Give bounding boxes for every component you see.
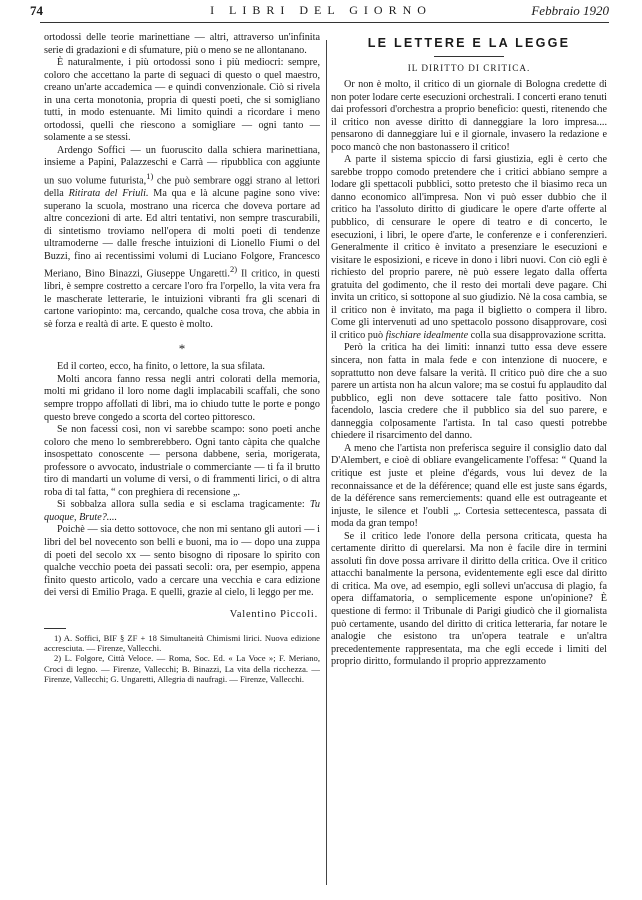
paragraph: Se non facessi così, non vi sarebbe scampo: sono poeti anche coloro che meno lo sembrerebbero. Ogni tanto càpita che qualche insospettato conoscente — persona dabbene, seria, morigerata, professore o avvocato, industriale o commerciante — ti fa il brutto tiro di mandarti un volume di versi, o di frammenti lirici, o di altra roba di tal fatta, “ con preghiera di recensione „. bbox=[44, 424, 320, 498]
footnote-ref: 1) bbox=[146, 171, 154, 182]
footnote-ref: 2) bbox=[229, 264, 238, 275]
article-title: IL DIRITTO DI CRITICA. bbox=[407, 63, 531, 73]
paragraph-text: A parte il sistema spiccio di farsi giustizia, egli è certo che sarebbe troppo comodo pretendere che i critici abbiano sempre a lodare gli spettacoli pubblici, sotto pretesto che il biasimo reca un danno economico all'impresa. Non vi può esser dubbio che il critico ha l'assoluto diritto di giudicare le opere d'arte offerte al pubblico, di censurare le opere di teatro e di concerto, le esecuzioni, i libri, le opere d'arte, le conferenze e i conferenzieri. Generalmente il critico è invitato a presenziare le esecuzioni e visitare le esposizioni, e riceve in dono i libri nuovi. Con ciò egli è richiesto del proprio parere, nè può essere legato dalla offerta gratuita del godimento, che il resto dei mortali deve pagare. Chi invita un critico, si sottopone al suo giudizio. Nè la cosa cambia, se il critico non è invitato, ma paga il biglietto o compera il libro. Come gli intervenuti ad uno spettacolo possono disapprovare, così il critico può bbox=[331, 154, 607, 341]
footnote-divider bbox=[44, 628, 66, 629]
paragraph: Se il critico lede l'onore della persona criticata, questa ha certamente diritto di querelarsi. Ma non è facile dire in termini assoluti fin dove possa arrivare il diritto della critica. Ove il critico attacchi banalmente la persona, evidentemente egli esce dal diritto di critica. Ma ove, ad esempio, egli sollevi un'accusa di plagio, fa opera diffamatoria, o semplicemente espone un'opinione? È questione di fermo: il Tribunale di Parigi giudicò che il giornalista può certamente, usando del diritto di critica letteraria, far notare le analogie che esistono tra un'opera teatrale e un'altra precedentemente rappresentata, ma che egli eccede i limiti del proprio diritto, formulando il proprio apprezzamento bbox=[331, 530, 607, 668]
running-title: I LIBRI DEL GIORNO bbox=[210, 3, 432, 17]
running-head bbox=[0, 0, 642, 24]
issue-date: Febbraio 1920 bbox=[531, 3, 609, 18]
quoted-exclamation: Tu quoque, Brute?.... bbox=[44, 499, 320, 523]
paragraph: Però la critica ha dei limiti: innanzi tutto essa deve essere sincera, non fatta in mala fede e con intenzione di nuocere, e soprattutto non deve falsare la verità. Il critico può dire che a suo parere un artista non ha alcun valore; ma se costui fu applaudito dal pubblico, egli non deve sottacere tale fatto positivo. Non facendolo, lascia credere che il pubblico sia del suo parere, e danneggia colposamente l'artista. In tal caso questi potrebbe chiedere il risarcimento del danno. bbox=[331, 342, 607, 442]
paragraph-text: Si sobbalza allora sulla sedia e si esclama tragicamente: bbox=[57, 499, 305, 511]
paragraph-text: Il critico, in questi libri, è sempre costretto a cercare l'oro fra l'orpello, la vita vera fra le mascherate letterarie, le intuizioni vibranti fra gli scenari di cartone variopinto: ma, cercando, qualche cosa trova, che abbia in sè forza e realtà di arte. E questo è molto. bbox=[44, 268, 320, 330]
footnote: 1) A. Soffici, BIF § ZF + 18 Simultaneità Chimismi lirici. Nuova edizione accresciuta. — Firenze, Vallecchi. bbox=[44, 632, 320, 654]
paragraph bbox=[331, 154, 607, 342]
italic-phrase: fischiare idealmente bbox=[385, 329, 469, 341]
title-rule bbox=[434, 56, 504, 57]
paragraph: A meno che l'artista non preferisca seguire il consiglio dato dal D'Alembert, e cioè di obliare evangelicamente l'offesa: “ Quand la critique est juste et pleine d'égards, vous lui devez de la reconnaissance et de la déférence; quand elle est juste sans égards, de la déférence sans remerciements: quand elle est outrageante et injuste, le silence et l'oubli „. Cortesia settecentesca, passata di moda da gran tempo! bbox=[331, 442, 607, 530]
paragraph-text: Ardengo Soffici — un fuoruscito dalla schiera marinettiana, insieme a Papini, Palazzeschi e Carrà — ripubblica con aggiunte un suo volume futurista, bbox=[44, 144, 320, 187]
right-column bbox=[331, 32, 607, 892]
page-number: 74 bbox=[30, 3, 43, 18]
section-separator: * bbox=[178, 341, 186, 357]
italic-book-title: Ritirata del Friuli. bbox=[68, 187, 149, 199]
paragraph: È naturalmente, i più ortodossi sono i più mediocri: sempre, coloro che accettano la parte di seguaci di questo o quel maestro, creano un'arte accademica — e quindi convenzionale. Ciò si rivela in una certa monotonia, propria di questi poeti, che si somigliano tutti, in modo estenuante. Mi limito quindi a ricordare i meno ortodossi, quelli che riescono a somigliare — ogni tanto — solamente a se stessi. bbox=[44, 57, 320, 144]
paragraph bbox=[44, 499, 320, 524]
paragraph: Molti ancora fanno ressa negli antri colorati della memoria, molti mi gridano il loro nome dagli implacabili scaffali, che sono sempre troppo affollati di libri, ma io chiudo tutte le porte e pongo questo breve congedo a scorta del corteo pittoresco. bbox=[44, 373, 320, 423]
paragraph-text: colla sua disapprovazione scritta. bbox=[470, 329, 606, 341]
left-column bbox=[44, 32, 320, 892]
paragraph: ortodossi delle teorie marinettiane — altri, attraverso un'infinita serie di gradazioni e di sfumature, più o meno se ne allontanano. bbox=[44, 32, 320, 56]
header-rule bbox=[40, 22, 609, 23]
footnote: 2) L. Folgore, Città Veloce. — Roma, Soc. Ed. « La Voce »; F. Meriano, Croci di legno. — Firenze, Vallecchi; B. Binazzi, La vita della ricchezza. — Firenze, Vallecchi; G. Ungaretti, Allegria di naufragi. — Firenze, Vallecchi. bbox=[44, 653, 320, 684]
paragraph-soffici bbox=[44, 145, 320, 331]
section-title: LE LETTERE E LA LEGGE bbox=[367, 36, 571, 50]
paragraph-text: Ma qua e là alcune pagine sono vive: superano la scuola, mostrano una ricerca che doveva portare ad altre concezioni di arte. Ed altri tentativi, non sempre trascurabili, di sintetismo troviamo nell'opera di molti poeti di tendenze ultramoderne — dalle fresche intuizioni di Lionello Fiumi o del Buzzi, fino ai recentissimi volumi di Luciano Folgore, Francesco Meriano, Bino Binazzi, Giuseppe Ungaretti. bbox=[44, 187, 320, 280]
paragraph: Poichè — sia detto sottovoce, che non mi sentano gli autori — i libri del bel novecento son belli e buoni, ma io — dopo una zuppa di poeti del secolo xx — sento bisogno di riposare lo spirito con qualche vecchio poeta dei passati secoli: ora, per esempio, appena finito questo articolo, vado a cercare una vecchia e cara edizione dei versi di Emilio Praga. E quelli, grazie al cielo, li leggo per me. bbox=[44, 524, 320, 599]
column-divider bbox=[326, 40, 327, 885]
article-signature: Valentino Piccoli. bbox=[229, 608, 318, 620]
paragraph-text: che può sembrare oggi strano al lettori della bbox=[44, 175, 320, 199]
paragraph: Or non è molto, il critico di un giornale di Bologna credette di non poter lodare certe esecuzioni orchestrali. I concerti erano tenuti dai professori d'orchestra a proprio beneficio: questi, ritenendo che il critico non avesse diritto di danneggiare la loro impresa.... pensarono di danneggiare lui e il giornale, invasero la redazione e poco mancò che non bastonassero il critico! bbox=[331, 79, 607, 153]
paragraph: Ed il corteo, ecco, ha finito, o lettore, la sua sfilata. bbox=[57, 361, 265, 373]
